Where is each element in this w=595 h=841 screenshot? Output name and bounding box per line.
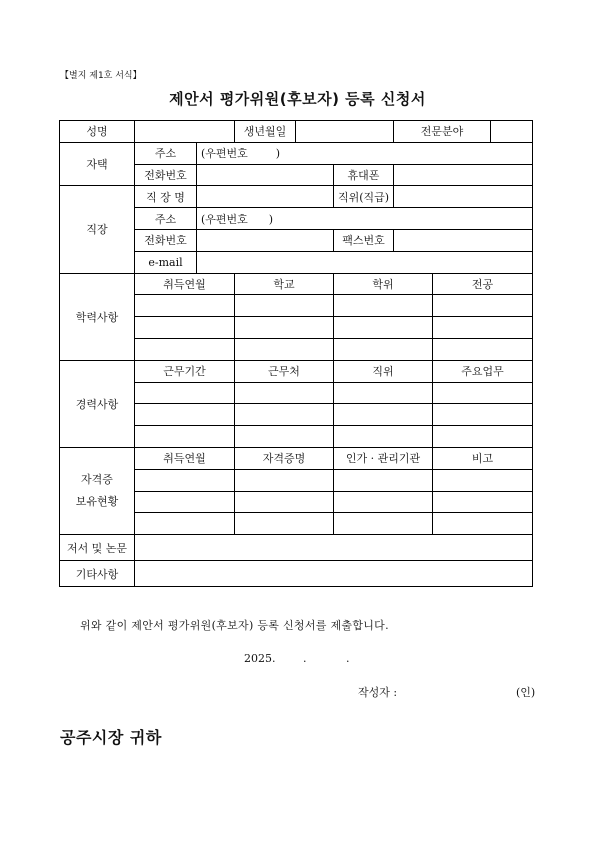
career-section-label: 경력사항 [60, 360, 135, 447]
date-day-dot: . [346, 652, 350, 665]
work-address-label: 주소 [135, 208, 197, 230]
license-cell[interactable] [135, 469, 235, 491]
date-year: 2025. [244, 652, 276, 665]
education-cell[interactable] [334, 317, 433, 339]
license-section-label [60, 447, 135, 534]
education-cell[interactable] [235, 338, 334, 360]
work-address-input[interactable] [197, 208, 533, 230]
license-cell[interactable] [334, 469, 433, 491]
work-position-label: 직위(직급) [334, 186, 394, 208]
career-header-period: 근무기간 [135, 360, 235, 382]
education-header-date: 취득연월 [135, 273, 235, 295]
license-header-remarks: 비고 [433, 447, 533, 469]
career-cell[interactable] [135, 426, 235, 448]
work-postcode-text: (우편번호 ) [201, 212, 274, 226]
license-header-date: 취득연월 [135, 447, 235, 469]
career-header-position: 직위 [334, 360, 433, 382]
form-number-label: 【별지 제1호 서식】 [60, 71, 142, 81]
career-header-workplace: 근무처 [235, 360, 334, 382]
license-cell[interactable] [135, 491, 235, 513]
others-label: 기타사항 [60, 561, 135, 587]
license-cell[interactable] [235, 469, 334, 491]
home-address-label: 주소 [135, 142, 197, 164]
education-cell[interactable] [433, 317, 533, 339]
education-cell[interactable] [135, 338, 235, 360]
addressee: 공주시장 귀하 [60, 728, 162, 747]
home-mobile-input[interactable] [394, 164, 533, 186]
career-cell[interactable] [135, 404, 235, 426]
career-header-row [60, 360, 533, 382]
license-cell[interactable] [235, 513, 334, 535]
license-label-line2: 보유현황 [75, 495, 119, 509]
career-cell[interactable] [235, 426, 334, 448]
education-cell[interactable] [334, 295, 433, 317]
education-header-major: 전공 [433, 273, 533, 295]
education-header-row [60, 273, 533, 295]
application-form-table [59, 120, 533, 587]
others-row [60, 561, 533, 587]
seal-mark: (인) [516, 686, 536, 699]
home-postcode-text: (우편번호 ) [201, 147, 281, 161]
education-cell[interactable] [135, 317, 235, 339]
basic-info-row [60, 121, 533, 143]
work-section-label: 직장 [60, 186, 135, 273]
work-email-label: e-mail [135, 251, 197, 273]
education-section-label: 학력사항 [60, 273, 135, 360]
education-cell[interactable] [433, 295, 533, 317]
education-cell[interactable] [135, 295, 235, 317]
date-line [244, 652, 350, 665]
education-header-school: 학교 [235, 273, 334, 295]
submission-statement: 위와 같이 제안서 평가위원(후보자) 등록 신청서를 제출합니다. [80, 619, 389, 632]
work-phone-label: 전화번호 [135, 229, 197, 251]
license-cell[interactable] [433, 513, 533, 535]
home-address-input[interactable] [197, 142, 533, 164]
work-position-input[interactable] [394, 186, 533, 208]
others-input[interactable] [135, 561, 533, 587]
name-input[interactable] [135, 121, 235, 143]
education-cell[interactable] [235, 317, 334, 339]
career-cell[interactable] [433, 404, 533, 426]
home-section-label: 자택 [60, 142, 135, 186]
education-header-degree: 학위 [334, 273, 433, 295]
career-cell[interactable] [334, 426, 433, 448]
birth-label: 생년월일 [235, 121, 296, 143]
career-cell[interactable] [135, 382, 235, 404]
work-phone-input[interactable] [197, 229, 334, 251]
career-cell[interactable] [433, 426, 533, 448]
date-month-dot: . [303, 652, 307, 665]
publications-label: 저서 및 논문 [60, 535, 135, 561]
document-title: 제안서 평가위원(후보자) 등록 신청서 [169, 90, 426, 108]
publications-input[interactable] [135, 535, 533, 561]
birth-input[interactable] [296, 121, 394, 143]
license-header-name: 자격증명 [235, 447, 334, 469]
work-fax-label: 팩스번호 [334, 229, 394, 251]
home-phone-label: 전화번호 [135, 164, 197, 186]
license-cell[interactable] [135, 513, 235, 535]
career-cell[interactable] [334, 382, 433, 404]
license-cell[interactable] [433, 469, 533, 491]
field-label: 전문분야 [394, 121, 491, 143]
home-address-row [60, 142, 533, 164]
license-cell[interactable] [235, 491, 334, 513]
work-name-input[interactable] [197, 186, 334, 208]
home-mobile-label: 휴대폰 [334, 164, 394, 186]
license-cell[interactable] [433, 491, 533, 513]
work-email-input[interactable] [197, 251, 533, 273]
license-label-line1: 자격증 [81, 473, 113, 487]
work-name-row [60, 186, 533, 208]
field-input[interactable] [491, 121, 533, 143]
career-cell[interactable] [235, 404, 334, 426]
license-cell[interactable] [334, 513, 433, 535]
career-header-duties: 주요업무 [433, 360, 533, 382]
career-cell[interactable] [433, 382, 533, 404]
license-cell[interactable] [334, 491, 433, 513]
name-label: 성명 [60, 121, 135, 143]
home-phone-input[interactable] [197, 164, 334, 186]
education-cell[interactable] [334, 338, 433, 360]
signer-label: 작성자 : [358, 686, 398, 699]
work-fax-input[interactable] [394, 229, 533, 251]
license-header-row [60, 447, 533, 469]
publications-row [60, 535, 533, 561]
work-name-label: 직 장 명 [135, 186, 197, 208]
career-cell[interactable] [235, 382, 334, 404]
license-header-authority: 인가 · 관리기관 [334, 447, 433, 469]
career-cell[interactable] [334, 404, 433, 426]
education-cell[interactable] [433, 338, 533, 360]
education-cell[interactable] [235, 295, 334, 317]
